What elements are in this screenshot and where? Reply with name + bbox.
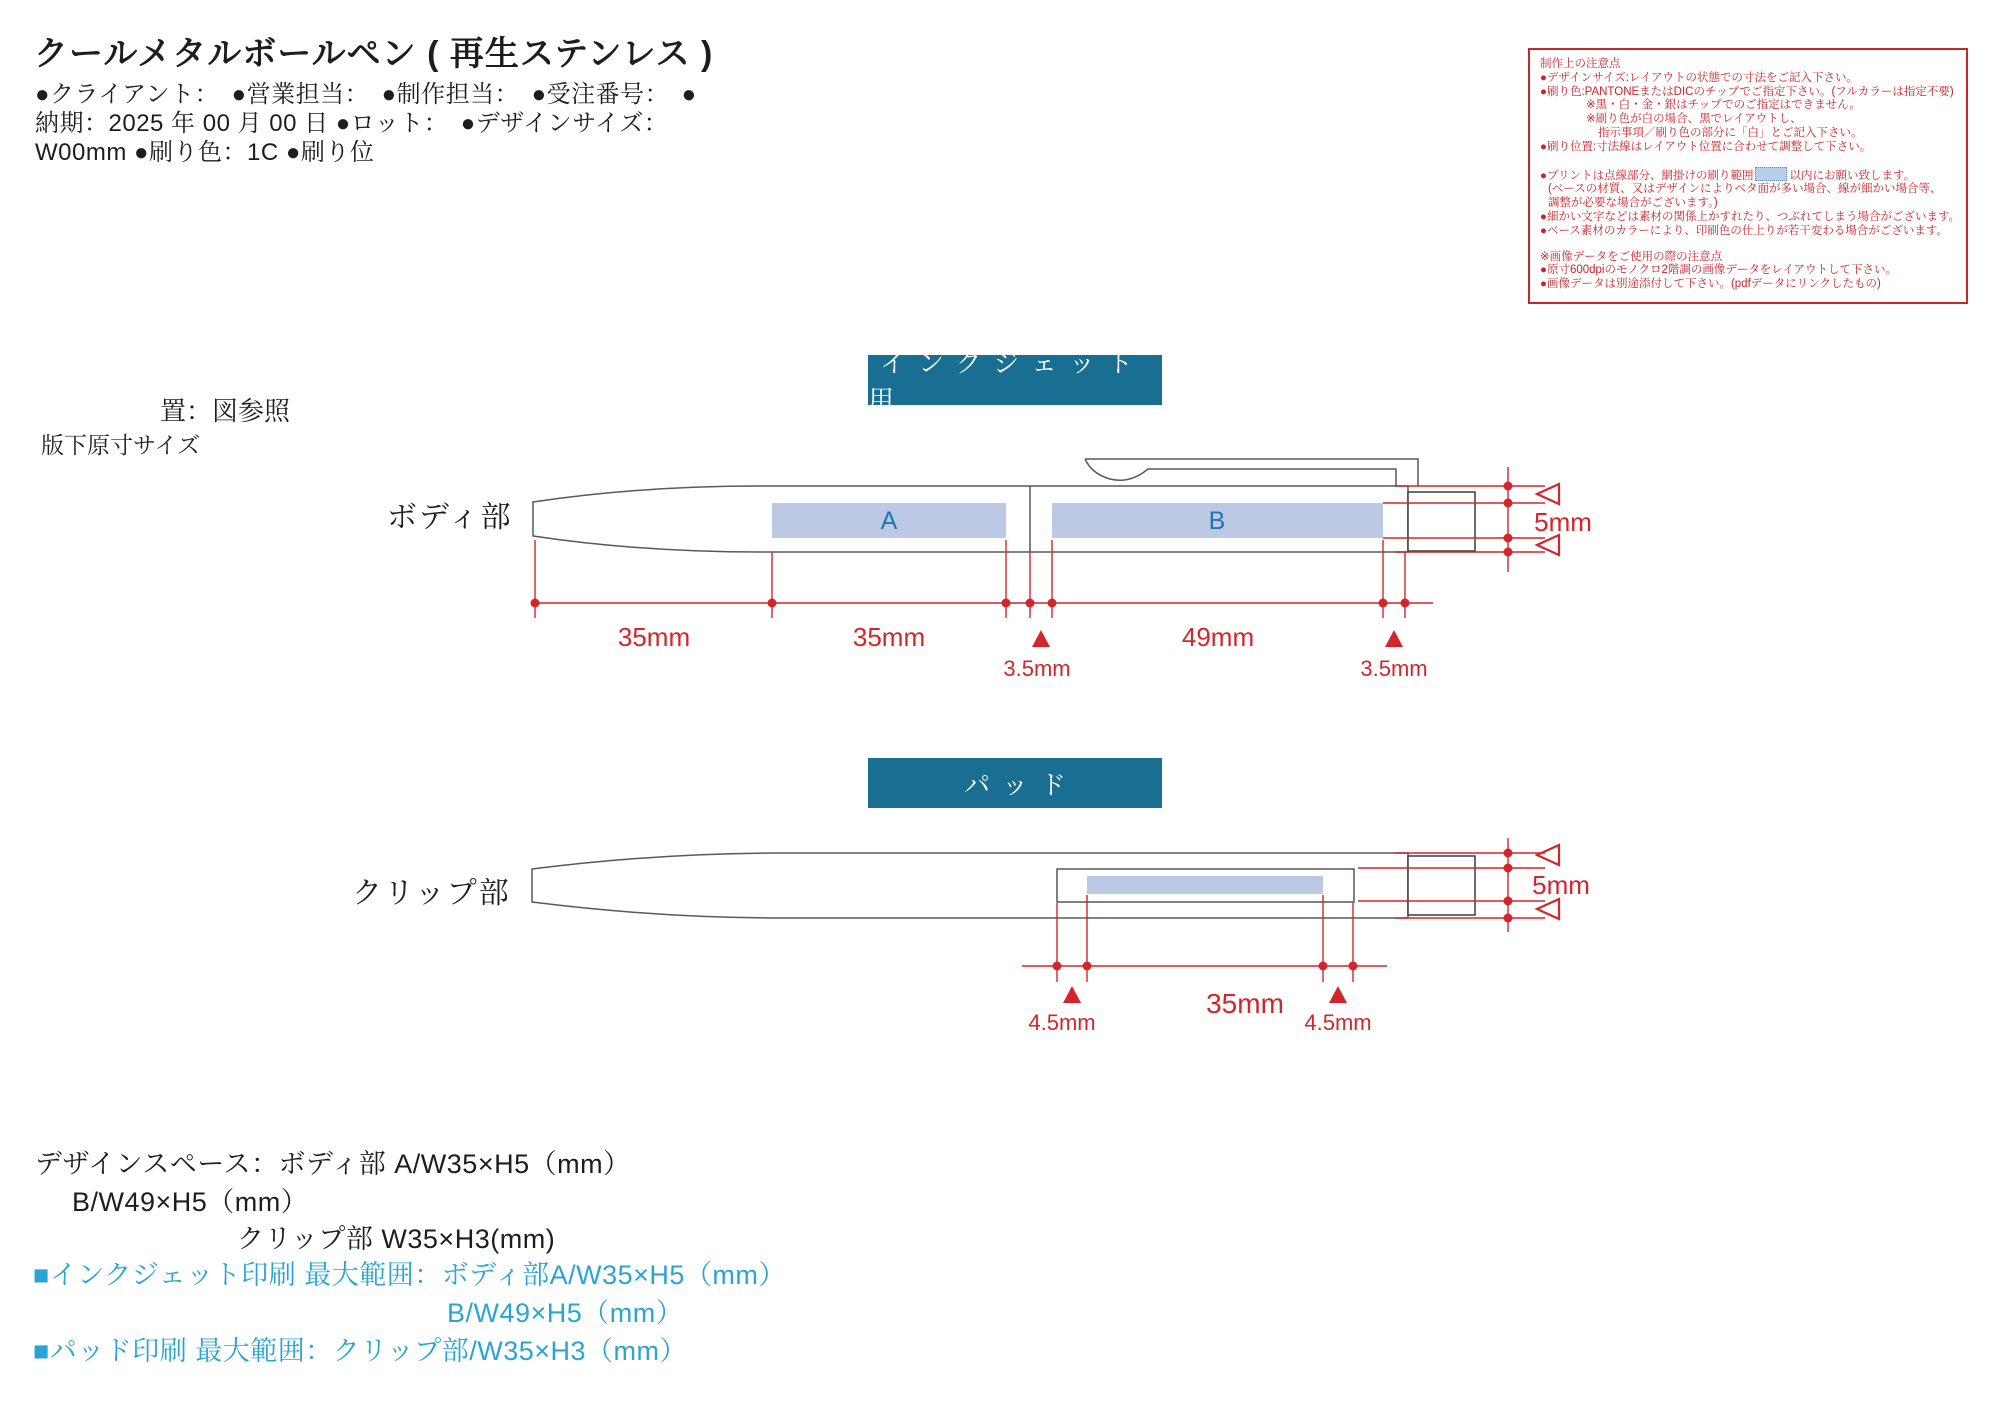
pen2-end-cap	[1408, 856, 1475, 915]
body-section-label: ボディ部	[387, 501, 513, 534]
note-line-text: ●プリントは点線部分、網掛けの刷り範囲	[1540, 169, 1754, 182]
print-area-b-label: B	[1208, 507, 1226, 535]
pen2-dim-4-5mm-left: 4.5mm	[1028, 1010, 1096, 1035]
design-space-line: デザインスペース：ボディ部 A/W35×H5（mm）	[35, 1149, 631, 1179]
note-line: 指示事項／刷り色の部分に「白」とご記入下さい。	[1598, 126, 1863, 139]
arrow-up-icon	[1063, 986, 1081, 1003]
print-area-clip	[1087, 876, 1323, 894]
inkjet-max-range-b-line: B/W49×H5（mm）	[447, 1298, 684, 1328]
note-line: 調整が必要な場合がございます。)	[1548, 197, 1718, 210]
pen2-diagram	[532, 838, 1590, 1035]
inkjet-badge: インクジェット用	[868, 355, 1162, 405]
note-line: ●原寸600dpiのモノクロ2階調の画像データをレイアウトして下さい。	[1540, 264, 1897, 277]
arrow-left-icon	[1537, 899, 1559, 919]
pen1-dim-35mm-1: 35mm	[617, 622, 691, 652]
pen2-dim-5mm: 5mm	[1532, 870, 1590, 900]
pen1-diagram	[531, 459, 1592, 681]
arrow-up-icon	[1385, 630, 1403, 647]
pen1-dim-5mm: 5mm	[1534, 507, 1592, 537]
pen1-dim-35mm-2: 35mm	[852, 622, 926, 652]
design-space-b-line: B/W49×H5（mm）	[72, 1187, 309, 1217]
arrow-left-icon	[1537, 845, 1559, 865]
note-line: ●刷り位置:寸法線はレイアウト位置に合わせて調整して下さい。	[1540, 140, 1872, 153]
note-line: ※刷り色が白の場合、黒でレイアウトし、	[1586, 113, 1802, 126]
pen2-dim-4-5mm-right: 4.5mm	[1304, 1010, 1372, 1035]
design-space-clip-line: クリップ部 W35×H3(mm)	[237, 1224, 556, 1254]
arrow-up-icon	[1329, 986, 1347, 1003]
pen1-dim-3-5mm-1: 3.5mm	[1003, 656, 1071, 681]
print-position-note: 置：図参照	[160, 396, 291, 426]
note-line: ●細かい文字などは素材の関係上かすれたり、つぶれてしまう場合がございます。	[1540, 210, 1961, 223]
note-line: ※画像データをご使用の際の注意点	[1540, 250, 1723, 263]
actual-size-note: 版下原寸サイズ	[41, 432, 201, 458]
delivery-info-line: 納期：2025 年 00 月 00 日 ●ロット： ●デザインサイズ：	[35, 110, 669, 137]
note-line: ●画像データは別途添付して下さい。(pdfデータにリンクしたもの)	[1540, 278, 1881, 291]
pad-max-range-line: ■パッド印刷 最大範囲：クリップ部/W35×H3（mm）	[33, 1336, 688, 1366]
note-line: ●デザインサイズ:レイアウトの状態での寸法をご記入下さい。	[1540, 71, 1858, 84]
note-line-text: 以内にお願い致します。	[1789, 169, 1916, 182]
print-area-a-label: A	[880, 507, 898, 535]
print-color-info-line: W00mm ●刷り色：1C ●刷り位	[35, 139, 375, 166]
pad-badge: パッド	[868, 758, 1162, 808]
pen1-clip-outline	[1085, 459, 1418, 486]
note-line: ●ベース素材のカラーにより、印刷色の仕上りが若干変わる場合がございます。	[1540, 224, 1948, 237]
clip-section-label: クリップ部	[352, 877, 511, 910]
pen1-dim-3-5mm-2: 3.5mm	[1360, 656, 1428, 681]
client-info-line: ●クライアント： ●営業担当： ●制作担当： ●受注番号： ●	[35, 81, 697, 108]
note-line: ※黒・白・金・銀はチップでのご指定はできません。	[1586, 99, 1861, 112]
note-line: (ベースの材質、又はデザインによりベタ面が多い場合、線が細かい場合等、	[1548, 183, 1942, 196]
pen1-end-cap	[1408, 492, 1475, 551]
note-line: ●刷り色:PANTONEまたはDICのチップでご指定下さい。(フルカラーは指定不要)	[1540, 85, 1954, 98]
page-title: クールメタルボールペン ( 再生ステンレス )	[34, 35, 714, 73]
note-line: 制作上の注意点	[1540, 58, 1621, 70]
arrow-up-icon	[1032, 630, 1050, 647]
arrow-left-icon	[1537, 484, 1559, 504]
inkjet-max-range-line: ■インクジェット印刷 最大範囲：ボディ部A/W35×H5（mm）	[33, 1260, 786, 1290]
pen2-dim-35mm: 35mm	[1206, 988, 1284, 1019]
pen1-dim-49mm: 49mm	[1181, 622, 1255, 652]
